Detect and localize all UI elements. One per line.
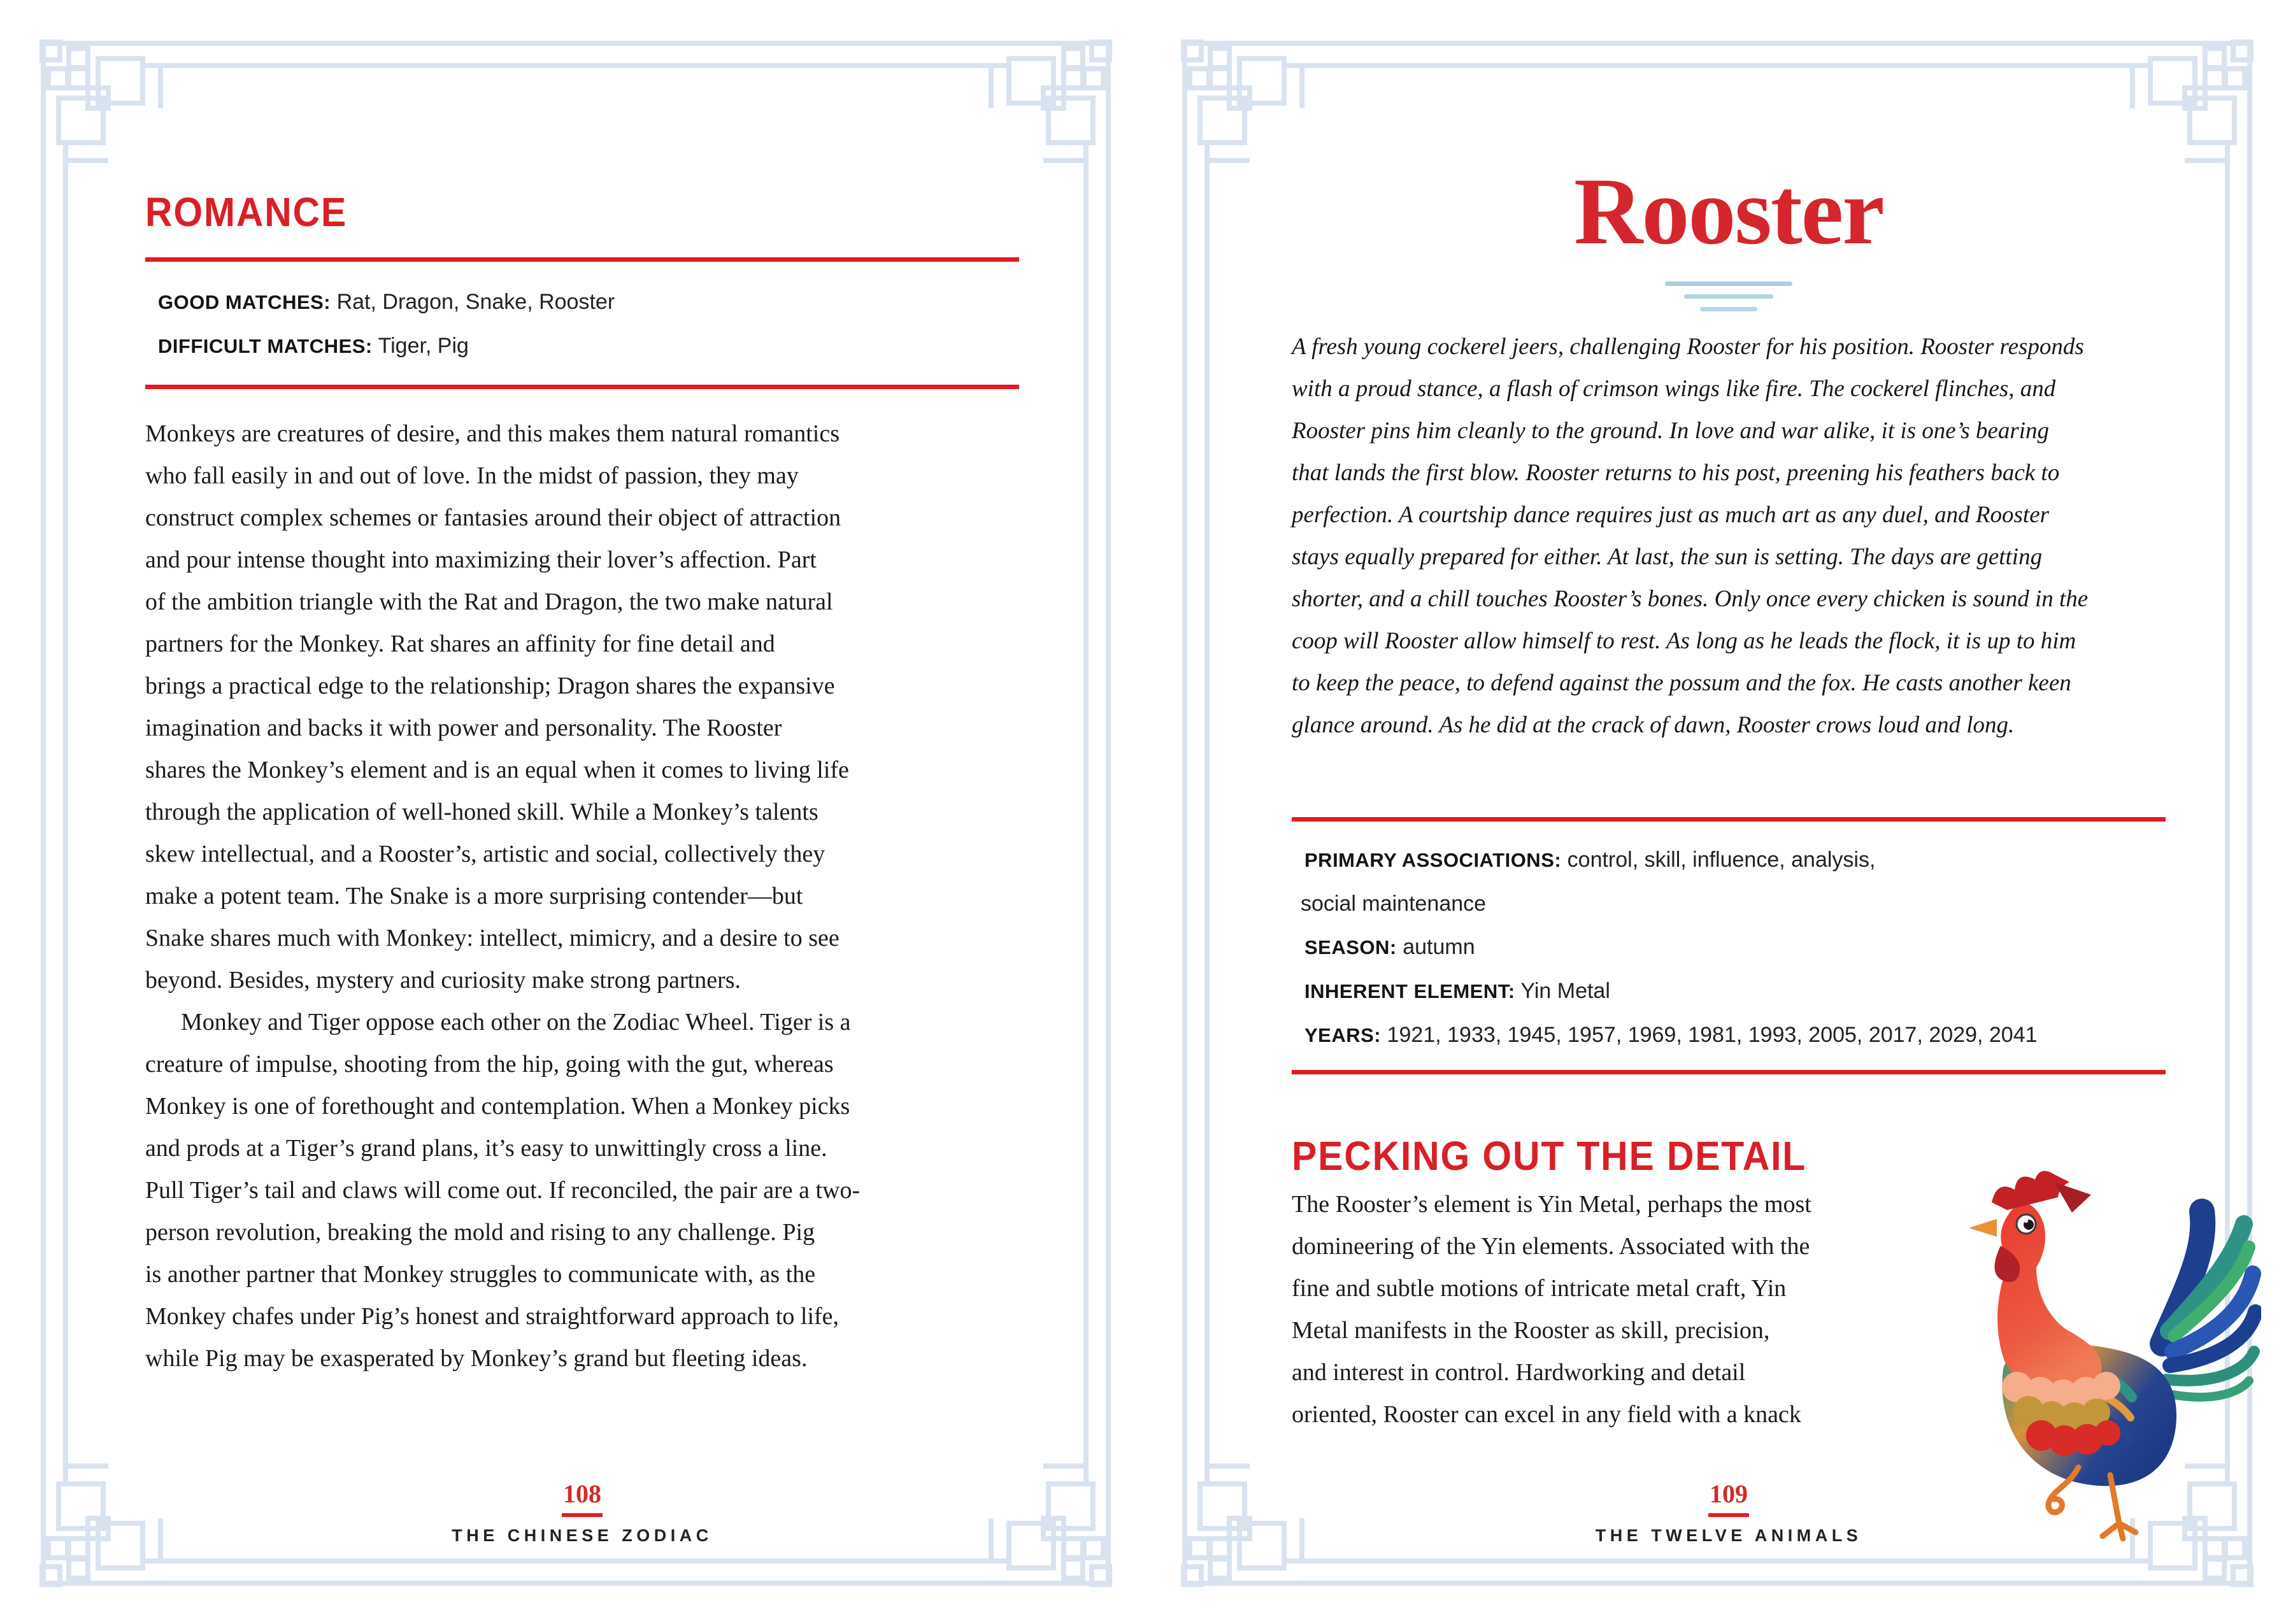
- years-row: [1292, 1013, 2166, 1057]
- primary-associations-row: [1292, 838, 2166, 882]
- divider-rule: [145, 257, 1019, 262]
- text-line: fine and subtle motions of intricate metal craft, Yin: [1292, 1275, 1787, 1302]
- text-line: Pull Tiger’s tail and claws will come out. If reconciled, the pair are a two-: [145, 1177, 861, 1204]
- footer-caption: THE CHINESE ZODIAC: [452, 1526, 713, 1545]
- text-line: with a proud stance, a flash of crimson wings like fire. The cockerel flinches, and: [1292, 376, 2056, 402]
- years-label: YEARS:: [1304, 1024, 1382, 1046]
- left-page-footer: [145, 1481, 1019, 1546]
- romance-paragraph-2: [145, 1001, 1019, 1379]
- section-header-text: ROMANCE: [145, 189, 348, 235]
- text-line: brings a practical edge to the relationship; Dragon shares the expansive: [145, 673, 835, 699]
- lattice-corner: [42, 42, 161, 160]
- lattice-corner: [2132, 42, 2251, 160]
- text-line: coop will Rooster allow himself to rest. As long as he leads the flock, it is up to him: [1292, 628, 2076, 654]
- rooster-illustration: [1959, 1165, 2261, 1554]
- text-line: construct complex schemes or fantasies around their object of attraction: [145, 504, 841, 531]
- text-line: Snake shares much with Monkey: intellect, mimicry, and a desire to see: [145, 925, 839, 951]
- good-matches-row: [145, 280, 1019, 324]
- page-number: 108: [563, 1479, 601, 1508]
- romance-paragraph-1: [145, 413, 1019, 1001]
- lattice-corner: [1183, 1466, 1302, 1585]
- text-line: A fresh young cockerel jeers, challenging Rooster for his position. Rooster responds: [1292, 334, 2084, 360]
- text-line: beyond. Besides, mystery and curiosity make strong partners.: [145, 967, 741, 994]
- squiggle-stroke: [1665, 281, 1792, 286]
- text-line: and interest in control. Hardworking and detail: [1292, 1359, 1746, 1386]
- text-line: perfection. A courtship dance requires just as much art as any duel, and Rooster: [1292, 502, 2050, 528]
- page-number-rule: [1708, 1513, 1749, 1517]
- text-line: shares the Monkey’s element and is an equal when it comes to living life: [145, 757, 849, 783]
- difficult-matches-value: Tiger, Pig: [378, 334, 469, 358]
- primary-associations-value: control, skill, influence, analysis,: [1567, 848, 1876, 872]
- pecking-paragraph: [1292, 1183, 1948, 1435]
- page-number: 109: [1710, 1479, 1748, 1508]
- text-line: who fall easily in and out of love. In the midst of passion, they may: [145, 462, 799, 489]
- lattice-corner: [1183, 42, 1302, 160]
- text-line: domineering of the Yin elements. Associated with the: [1292, 1233, 1810, 1260]
- difficult-matches-label: DIFFICULT MATCHES:: [158, 335, 373, 357]
- text-line: make a potent team. The Snake is a more surprising contender—but: [145, 883, 803, 909]
- text-line: imagination and backs it with power and personality. The Rooster: [145, 715, 782, 741]
- text-line: while Pig may be exasperated by Monkey’s grand but fleeting ideas.: [145, 1345, 808, 1372]
- text-line: Monkey and Tiger oppose each other on the Zodiac Wheel. Tiger is a: [181, 1009, 851, 1036]
- primary-associations-value-2: social maintenance: [1301, 892, 1487, 916]
- season-value: autumn: [1403, 935, 1475, 959]
- years-value: 1921, 1933, 1945, 1957, 1969, 1981, 1993, 2005, 2017, 2029, 2041: [1387, 1023, 2038, 1047]
- matches-block: [145, 280, 1019, 368]
- squiggle-stroke: [1684, 294, 1773, 299]
- inherent-element-label: INHERENT ELEMENT:: [1304, 980, 1515, 1002]
- squiggle-stroke: [1700, 307, 1757, 311]
- rooster-beak: [1969, 1219, 1997, 1237]
- divider-rule: [1292, 1070, 2166, 1074]
- section-header-text: PECKING OUT THE DETAIL: [1292, 1133, 1807, 1179]
- text-line: of the ambition triangle with the Rat and Dragon, the two make natural: [145, 588, 833, 615]
- section-header-romance: [145, 189, 1019, 236]
- text-line: shorter, and a chill touches Rooster’s bones. Only once every chicken is sound in the: [1292, 586, 2089, 612]
- primary-associations-label: PRIMARY ASSOCIATIONS:: [1304, 849, 1562, 871]
- footer-caption: THE TWELVE ANIMALS: [1595, 1526, 1862, 1545]
- rooster-comb-spike: [2054, 1182, 2091, 1213]
- text-line: oriented, Rooster can excel in any field with a knack: [1292, 1401, 1801, 1428]
- text-line: stays equally prepared for either. At last, the sun is setting. The days are getting: [1292, 544, 2043, 570]
- text-line: through the application of well-honed skill. While a Monkey’s talents: [145, 799, 818, 825]
- text-line: The Rooster’s element is Yin Metal, perhaps the most: [1292, 1191, 1811, 1218]
- associations-block: [1292, 838, 2166, 1057]
- text-line: person revolution, breaking the mold and rising to any challenge. Pig: [145, 1219, 815, 1246]
- text-line: Metal manifests in the Rooster as skill, precision,: [1292, 1317, 1770, 1344]
- rooster-eye: [2017, 1214, 2036, 1234]
- text-line: Monkey is one of forethought and contemplation. When a Monkey picks: [145, 1093, 850, 1120]
- text-line: partners for the Monkey. Rat shares an affinity for fine detail and: [145, 630, 775, 657]
- lattice-corner: [42, 1466, 161, 1585]
- inherent-element-row: [1292, 969, 2166, 1013]
- text-line: creature of impulse, shooting from the hip, going with the gut, whereas: [145, 1051, 834, 1078]
- tail-feathers: [2161, 1211, 2255, 1397]
- lattice-corner: [991, 42, 1110, 160]
- text-line: Monkey chafes under Pig’s honest and straightforward approach to life,: [145, 1303, 839, 1330]
- text-line: Monkeys are creatures of desire, and this makes them natural romantics: [145, 420, 840, 447]
- season-row: [1292, 925, 2166, 969]
- text-line: and pour intense thought into maximizing their lover’s affection. Part: [145, 546, 817, 573]
- text-line: and prods at a Tiger’s grand plans, it’s easy to unwittingly cross a line.: [145, 1135, 827, 1162]
- text-line: is another partner that Monkey struggles to communicate with, as the: [145, 1261, 816, 1288]
- rooster-comb: [1992, 1171, 2069, 1210]
- text-line: skew intellectual, and a Rooster’s, artistic and social, collectively they: [145, 841, 825, 867]
- text-line: that lands the first blow. Rooster returns to his post, preening his feathers back to: [1292, 460, 2060, 486]
- good-matches-label: GOOD MATCHES:: [158, 291, 331, 313]
- primary-associations-continuation: [1292, 882, 2166, 925]
- text-line: glance around. As he did at the crack of dawn, Rooster crows loud and long.: [1292, 712, 2015, 738]
- title-squiggle-decoration: [1292, 281, 2166, 320]
- difficult-matches-row: [145, 324, 1019, 368]
- text-line: Rooster pins him cleanly to the ground. In love and war alike, it is one’s bearing: [1292, 418, 2050, 444]
- season-label: SEASON:: [1304, 936, 1397, 958]
- divider-rule: [145, 385, 1019, 389]
- divider-rule: [1292, 817, 2166, 822]
- rooster-intro-paragraph: [1292, 326, 2166, 746]
- inherent-element-value: Yin Metal: [1520, 979, 1610, 1003]
- chapter-title: Rooster: [1574, 159, 1883, 264]
- page-number-rule: [562, 1513, 603, 1517]
- good-matches-value: Rat, Dragon, Snake, Rooster: [336, 290, 615, 314]
- rooster-neck: [1997, 1202, 2101, 1392]
- text-line: to keep the peace, to defend against the possum and the fox. He casts another keen: [1292, 670, 2071, 696]
